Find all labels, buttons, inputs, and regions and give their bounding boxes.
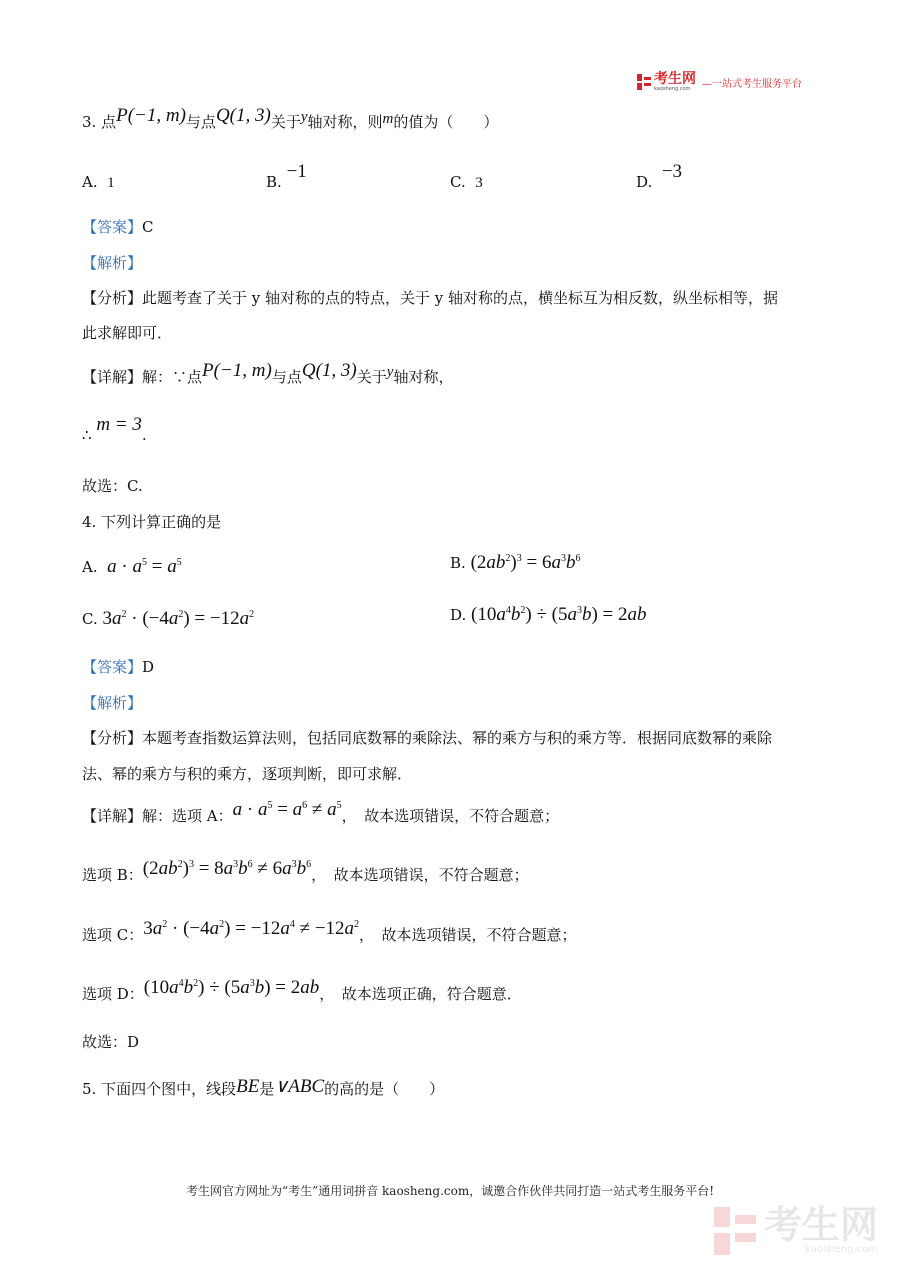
q3-option-c: C. 3 — [450, 173, 483, 191]
q3-option-d: D. −3 — [636, 161, 683, 191]
q3-fenxi-line2: 此求解即可． — [82, 324, 173, 342]
q4-answer: 【答案】D — [82, 658, 155, 676]
q3-detail: 【详解】解：∵点P(−1, m)与点Q(1, 3)关于y轴对称， — [82, 360, 454, 386]
header-logo — [637, 72, 802, 92]
q4-detail-b: 选项 B：$(2ab^2)^3 = 8a^3b^6 \ne 6a^3b^6$， 故本选项错误，不符合题意； — [82, 858, 529, 884]
q4-detail-d: 选项 D：$(10a^4b^2) \div (5a^3b) = 2ab$， 故本选项正确，符合题意． — [82, 977, 522, 1003]
watermark-logo — [714, 1203, 878, 1255]
q3-result: ∴ m = 3. — [82, 414, 147, 444]
q3-analysis-tag: 【解析】 — [82, 254, 143, 272]
footer-text: 考生网官方网址为“考生”通用词拼音 kaosheng.com，诚邀合作伙伴共同打造一站式考生服务平台! — [185, 1184, 715, 1198]
q4-stem: 4. 下列计算正确的是 — [82, 513, 222, 531]
watermark-mark-icon — [714, 1207, 756, 1255]
q3-fenxi-line1: 【分析】此题考查了关于 y 轴对称的点的特点，关于 y 轴对称的点，横坐标互为相反数，纵坐标相等，据 — [82, 289, 779, 307]
logo-mark-icon — [637, 74, 651, 90]
q3-final: 故选：C. — [82, 477, 143, 495]
q4-option-d: D. $(10a^4b^2) \div (5a^3b) = 2ab$ — [450, 604, 647, 625]
q4-analysis-tag: 【解析】 — [82, 694, 143, 712]
q3-option-a: A. 1 — [82, 173, 115, 191]
watermark-brand: 考生网 — [763, 1203, 878, 1247]
logo-brand: 考生网 — [654, 71, 696, 87]
q4-fenxi-line2: 法、幂的乘方与积的乘方，逐项判断，即可求解． — [82, 765, 413, 783]
watermark-domain: kaosheng.com — [805, 1244, 878, 1255]
q3-option-b: B. −1 — [266, 161, 307, 191]
q4-option-c: C. $3a^2 \cdot (-4a^2) = -12a^2$ — [82, 608, 255, 629]
logo-domain: kaosheng.com — [654, 86, 691, 92]
q5-stem: 5. 下面四个图中，线段BE是∨ABC的高的是（ ） — [82, 1076, 445, 1098]
q4-option-a: A. $a \cdot a^5 = a^5$ — [82, 556, 182, 577]
q3-answer: 【答案】C — [82, 218, 154, 236]
q4-detail-a: 【详解】解：选项 A：$a \cdot a^5 = a^6 \ne a^5$， 故本选项错误，不符合题意； — [82, 799, 560, 825]
q3-stem: 3. 点P(−1, m)与点Q(1, 3)关于y轴对称，则m的值为（ ） — [82, 105, 499, 131]
q4-fenxi-line1: 【分析】本题考查指数运算法则，包括同底数幂的乘除法、幂的乘方与积的乘方等．根据同底数幂的乘除 — [82, 729, 773, 747]
q4-final: 故选：D — [82, 1033, 140, 1051]
q4-option-b: B. $(2ab^2)^3 = 6a^3b^6$ — [450, 552, 581, 573]
logo-slogan: —一站式考生服务平台 — [702, 78, 802, 90]
q4-detail-c: 选项 C：$3a^2 \cdot (-4a^2) = -12a^4 \ne -12a^2$， 故本选项错误，不符合题意； — [82, 918, 577, 944]
